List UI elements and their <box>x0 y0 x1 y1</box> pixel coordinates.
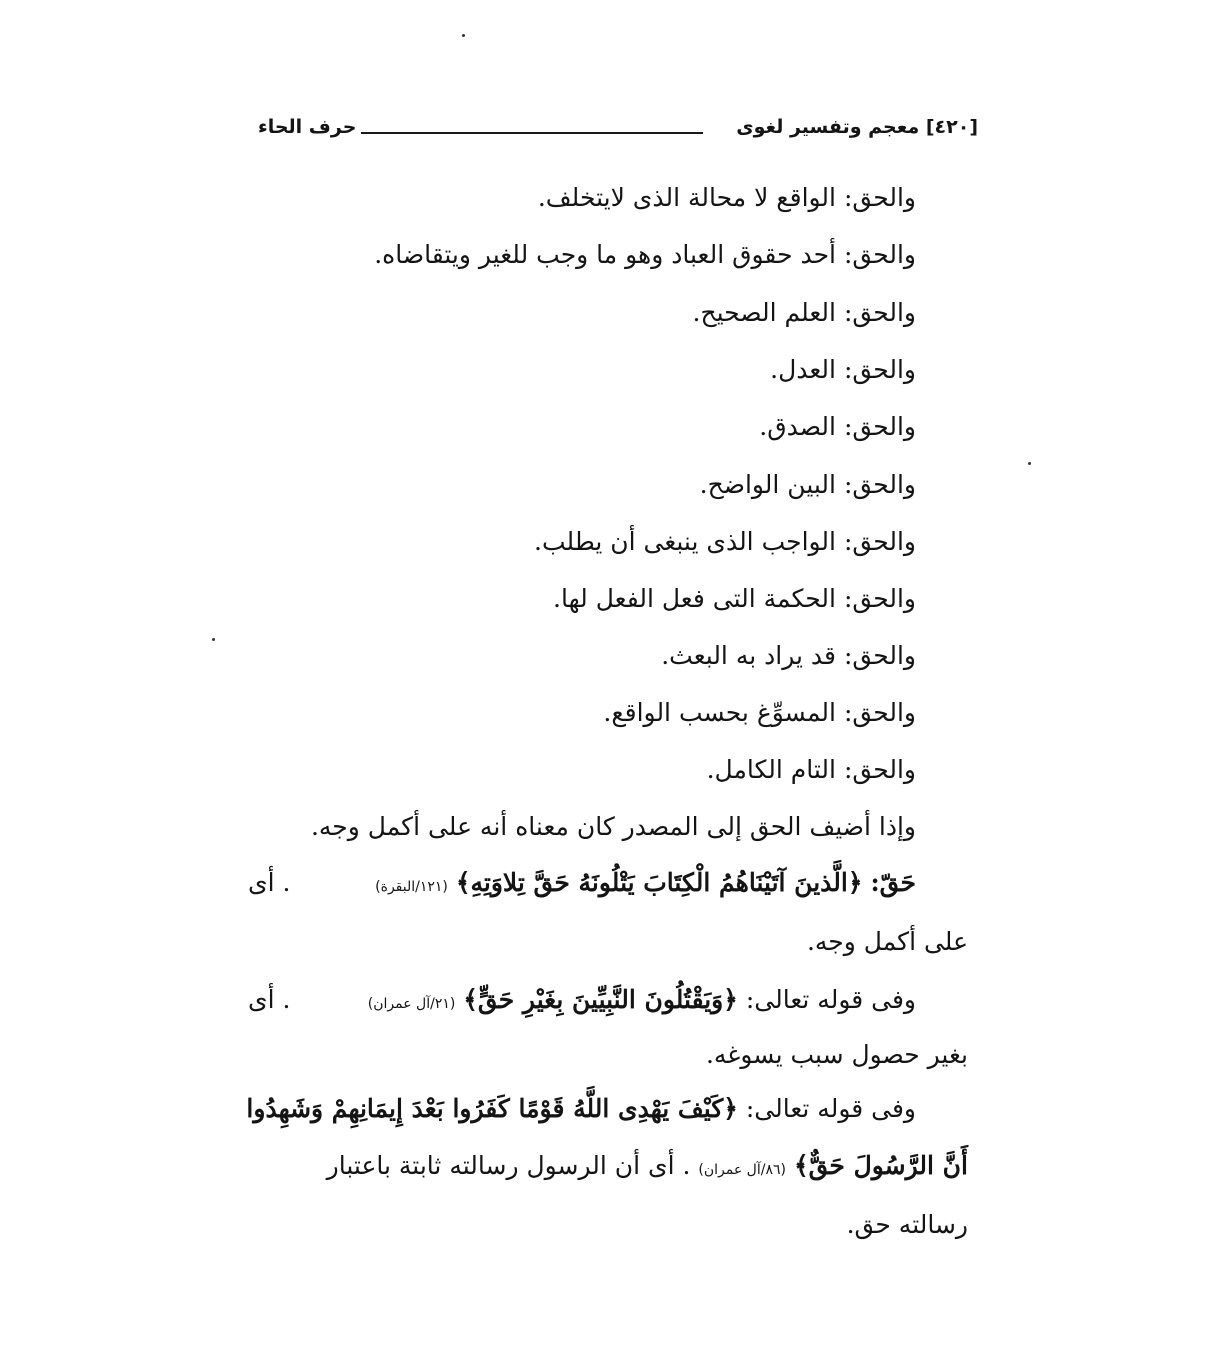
definition-label: والحق: <box>843 470 916 499</box>
continuation-line: رسالته حق. <box>846 1210 968 1239</box>
page-header <box>258 112 978 148</box>
continuation-marker: . أى <box>248 868 291 897</box>
example-tail: . أى أن الرسول رسالته ثابتة باعتبار <box>326 1151 691 1180</box>
definition-line <box>603 695 916 731</box>
continuation-line: على أكمل وجه. <box>806 927 968 956</box>
definition-line <box>770 352 916 388</box>
example-lead: وفى قوله تعالى: <box>745 985 916 1014</box>
definition-text: البين الواضح. <box>699 470 836 499</box>
definition-line <box>534 524 916 560</box>
quran-example-line <box>368 982 916 1022</box>
definition-line <box>693 295 917 331</box>
header-rule <box>361 132 703 134</box>
definition-label: والحق: <box>843 584 916 613</box>
definition-text: العلم الصحيح. <box>692 298 836 327</box>
quran-example-line <box>375 865 916 905</box>
quran-verse: أَنَّ الرَّسُولَ حَقٌّ﴾ <box>793 1151 968 1180</box>
quran-example-line <box>327 1148 968 1188</box>
example-lead: وفى قوله تعالى: <box>745 1094 916 1123</box>
definition-label: والحق: <box>843 641 916 670</box>
header-section-title: حرف الحاء <box>258 116 357 138</box>
quran-verse: ﴿كَيْفَ يَهْدِى اللَّهُ قَوْمًا كَفَرُوا بَعْدَ إِيمَانِهِمْ وَشَهِدُوا <box>246 1094 738 1123</box>
definition-label: والحق: <box>843 183 916 212</box>
definition-text: الحكمة التى فعل الفعل لها. <box>553 584 836 613</box>
definition-label: والحق: <box>843 527 916 556</box>
example-lead: حَقّ: <box>870 868 916 897</box>
quran-verse: ﴿وَيَقْتُلُونَ النَّبِيِّينَ بِغَيْرِ حَقٍّ﴾ <box>463 985 738 1014</box>
definition-label: والحق: <box>843 355 916 384</box>
verse-reference: (٨٦/آل عمران) <box>698 1162 786 1178</box>
quran-verse: ﴿الَّذينَ آتَيْنَاهُمُ الْكِتَابَ يَتْلُونَهُ حَقَّ تِلاوَتِهِ﴾ <box>455 868 863 897</box>
definition-text: التام الكامل. <box>706 755 836 784</box>
definition-label: والحق: <box>843 755 916 784</box>
definition-label: والحق: <box>843 412 916 441</box>
definition-line <box>759 409 916 445</box>
scan-speck <box>212 638 215 641</box>
definition-label: والحق: <box>843 240 916 269</box>
continuation-marker: . أى <box>248 985 291 1014</box>
definition-text: أحد حقوق العباد وهو ما وجب للغير ويتقاضاه. <box>374 240 836 269</box>
definition-line <box>707 752 916 788</box>
definition-text: العدل. <box>770 355 836 384</box>
definition-line <box>374 237 916 273</box>
definition-text: قد يراد به البعث. <box>661 641 836 670</box>
verse-reference: (٢١/آل عمران) <box>367 996 456 1012</box>
quran-example-line <box>246 1091 916 1127</box>
definition-label: والحق: <box>843 698 916 727</box>
scan-speck <box>1028 462 1031 465</box>
definition-text: المسوِّغ بحسب الواقع. <box>603 698 836 727</box>
definition-line <box>538 180 916 216</box>
definition-line <box>553 581 916 617</box>
definition-line <box>661 638 916 674</box>
continuation-line: بغير حصول سبب يسوغه. <box>705 1040 968 1069</box>
definition-line <box>700 467 916 503</box>
definition-text: الواقع لا محالة الذى لايتخلف. <box>537 183 836 212</box>
paragraph: وإذا أضيف الحق إلى المصدر كان معناه أنه على أكمل وجه. <box>310 812 916 841</box>
header-page-title: [٤٢٠] معجم وتفسير لغوى <box>736 116 978 138</box>
verse-reference: (١٢١/البقرة) <box>375 879 448 895</box>
definition-label: والحق: <box>843 298 916 327</box>
scan-speck <box>462 34 465 37</box>
definition-text: الواجب الذى ينبغى أن يطلب. <box>534 527 836 556</box>
definition-text: الصدق. <box>759 412 836 441</box>
